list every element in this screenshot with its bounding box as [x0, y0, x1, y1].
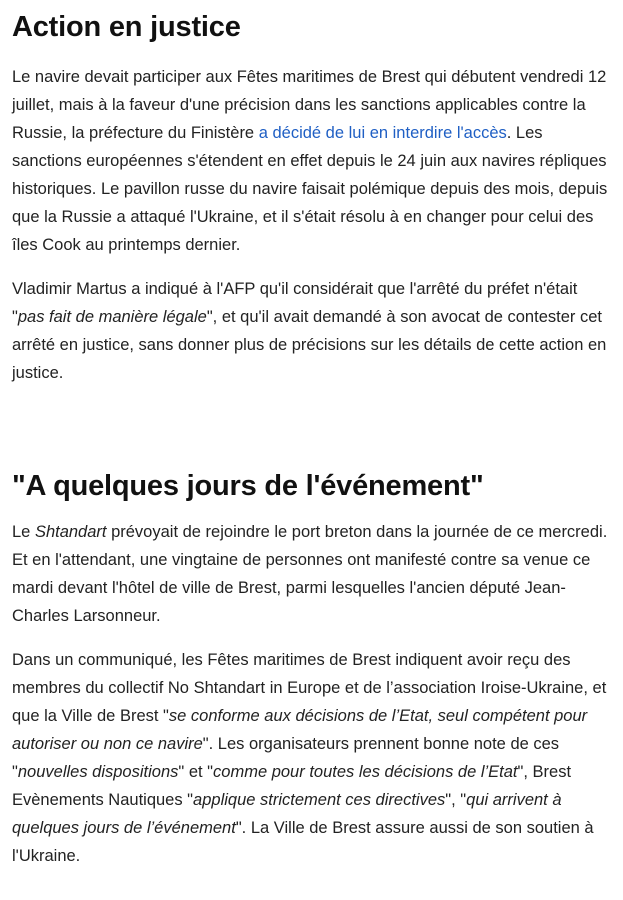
paragraph-text: ", "	[445, 791, 467, 809]
paragraph-text: " et "	[178, 763, 214, 781]
quote-text: comme pour toutes les décisions de l’Etat	[213, 763, 518, 781]
paragraph-text: . Les sanctions européennes s'étendent en effet depuis le 24 juin aux navires répliques historiques. Le pavillon russe du navire faisait polémique depuis des mois, depuis que la Russie a attaqué l'Ukraine, et il s'était résolu à en changer pour celui des îles Cook au printemps dernier.	[12, 124, 608, 254]
quote-text: qui arrivent à quelques jours de l’événement	[12, 791, 562, 837]
quote-text: pas fait de manière légale	[17, 308, 207, 326]
paragraph	[12, 518, 611, 630]
section-heading-a-quelques-jours: "A quelques jours de l'événement"	[12, 470, 484, 502]
paragraph-text: Le	[12, 523, 35, 541]
paragraph-text: ", Brest Evènements Nautiques "	[12, 763, 572, 809]
ship-name: Shtandart	[34, 523, 107, 541]
paragraph	[12, 63, 611, 259]
article-link[interactable]: a décidé de lui en interdire l'accès	[258, 124, 507, 142]
paragraph-text: Dans un communiqué, les Fêtes maritimes de Brest indiquent avoir reçu des membres du collectif No Shtandart in Europe et de l’association Iroise-Ukraine, et que la Ville de Brest "	[12, 651, 607, 725]
paragraph-text: prévoyait de rejoindre le port breton dans la journée de ce mercredi. Et en l'attendant, une vingtaine de personnes ont manifesté contre sa venue ce mardi devant l'hôtel de ville de Brest, parmi lesquelles l'ancien député Jean-Charles Larsonneur.	[12, 523, 608, 625]
paragraph-text: Le navire devait participer aux Fêtes maritimes de Brest qui débutent vendredi 12 juillet, mais à la faveur d'une précision dans les sanctions applicables contre la Russie, la préfecture du Finistère	[12, 68, 607, 142]
paragraph	[12, 646, 611, 870]
quote-text: applique strictement ces directives	[193, 791, 446, 809]
paragraph-text: ". La Ville de Brest assure aussi de son soutien à l'Ukraine.	[12, 819, 594, 865]
paragraph	[12, 275, 611, 387]
quote-text: se conforme aux décisions de l’Etat, seul compétent pour autoriser ou non ce navire	[12, 707, 588, 753]
paragraph-text: Vladimir Martus a indiqué à l'AFP qu'il considérait que l'arrêté du préfet n'était "	[12, 280, 578, 326]
paragraph-text: ", et qu'il avait demandé à son avocat de contester cet arrêté en justice, sans donner plus de précisions sur les détails de cette action en justice.	[12, 308, 607, 382]
quote-text: nouvelles dispositions	[17, 763, 179, 781]
paragraph-text: ". Les organisateurs prennent bonne note de ces "	[12, 735, 560, 781]
section-heading-action-en-justice: Action en justice	[12, 11, 241, 43]
